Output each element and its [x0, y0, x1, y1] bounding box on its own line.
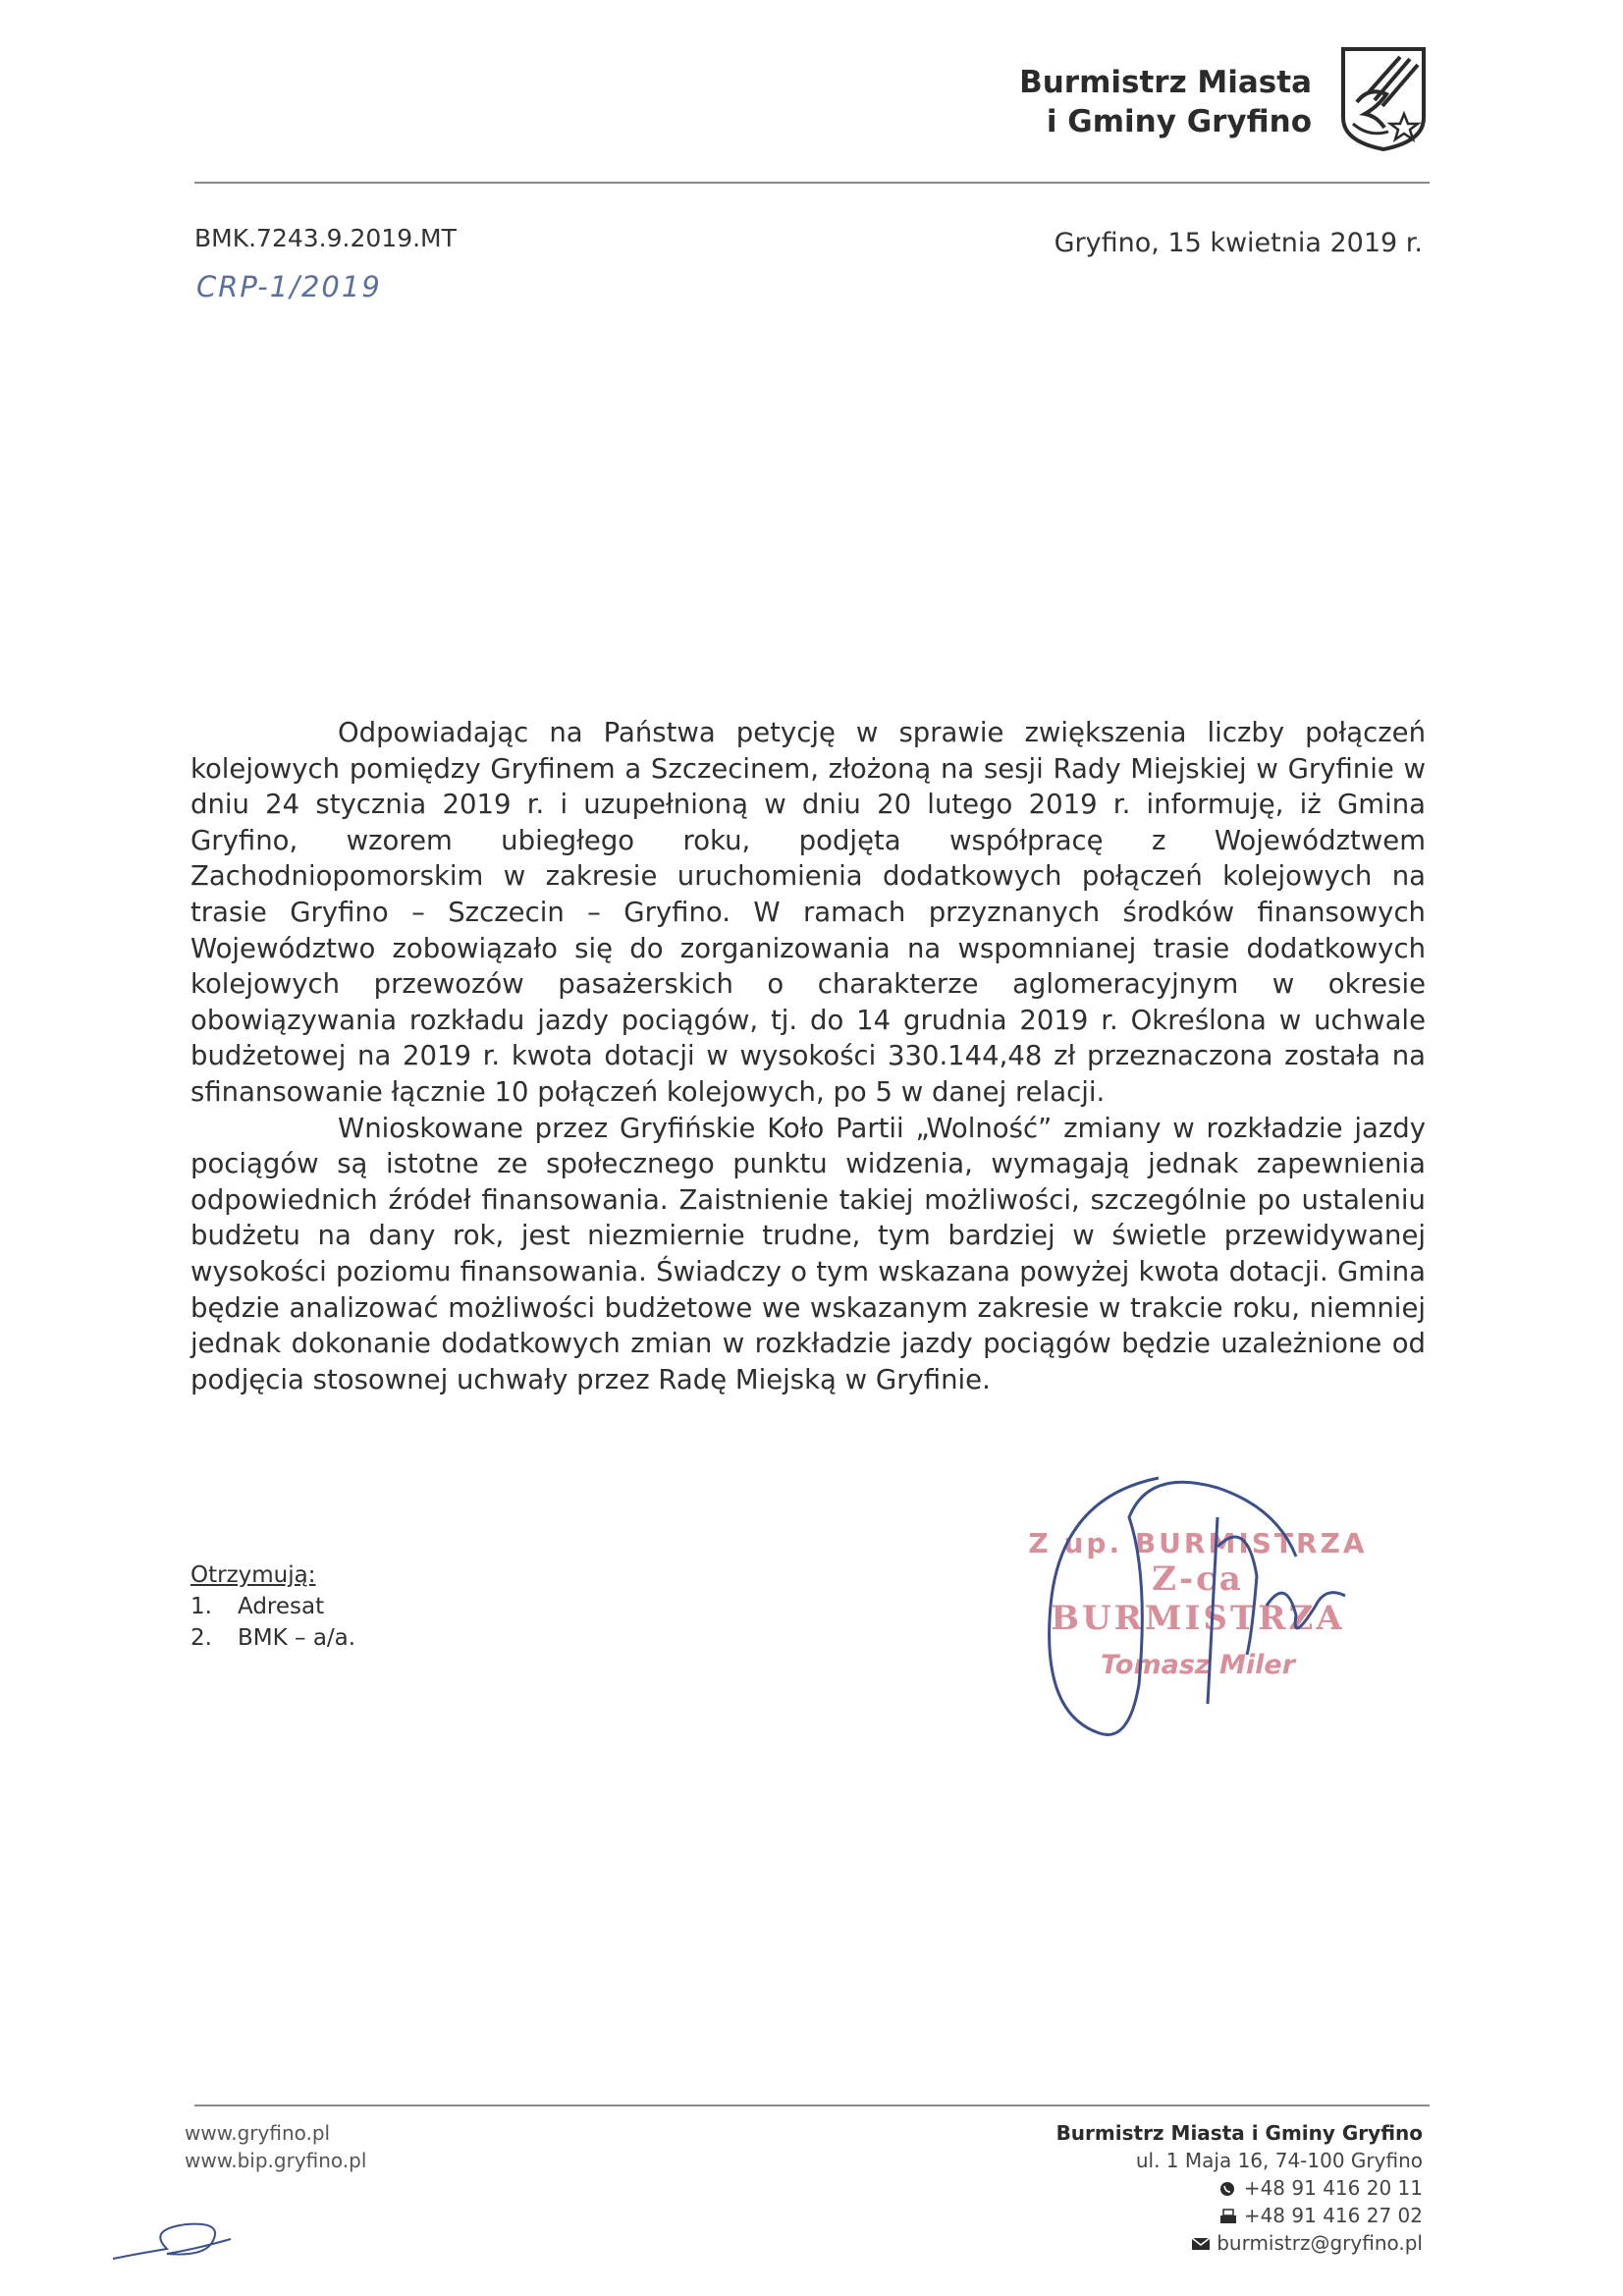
- document-reference: BMK.7243.9.2019.MT: [194, 224, 457, 252]
- footer-contact: [1056, 2119, 1423, 2257]
- stamp-line1: Z up. BURMISTRZA: [1028, 1527, 1368, 1559]
- body-paragraph-1: Odpowiadając na Państwa petycję w sprawie zwiększenia liczby połączeń kolejowych pomiędzy Gryfinem a Szczecinem, złożoną na sesji Rady Miejskiej w Gryfinie w dniu 24 stycznia 2019 r. i uzupełnioną w dniu 20 lutego 2019 r. informuję, iż Gmina Gryfino, wzorem ubiegłego roku, podjęta współpracę z Województwem Zachodniopomorskim w zakresie uruchomienia dodatkowych połączeń kolejowych na trasie Gryfino – Szczecin – Gryfino. W ramach przyznanych środków finansowych Województwo zobowiązało się do zorganizowania na wspomnianej trasie dodatkowych kolejowych przewozów pasażerskich o charakterze aglomeracyjnym w okresie obowiązywania rozkładu jazdy pociągów, tj. do 14 grudnia 2019 r. Określona w uchwale budżetowej na 2019 r. kwota dotacji w wysokości 330.144,48 zł przeznaczona została na sfinansowanie łącznie 10 połączeń kolejowych, po 5 w danej relacji.: [190, 717, 1426, 1108]
- footer-fax-line: [1056, 2202, 1423, 2229]
- website-link[interactable]: www.gryfino.pl: [185, 2121, 331, 2145]
- recipients-block: [190, 1559, 355, 1654]
- handwritten-signature: [1021, 1458, 1394, 1753]
- recipients-list: [190, 1591, 355, 1654]
- footer-phone: +48 91 416 20 11: [1243, 2176, 1423, 2200]
- phone-icon: [1218, 2181, 1238, 2197]
- gryfino-crest-icon: [1339, 45, 1428, 151]
- header-divider: [194, 182, 1430, 184]
- recipient-number: 1.: [190, 1594, 212, 1619]
- document-date: Gryfino, 15 kwietnia 2019 r.: [1054, 228, 1423, 258]
- org-name-line2: i Gminy Gryfino: [1046, 104, 1312, 139]
- bip-link[interactable]: www.bip.gryfino.pl: [185, 2149, 367, 2172]
- recipient-number: 2.: [190, 1625, 212, 1651]
- stamp-line2: Z-ca BURMISTRZA: [1051, 1559, 1345, 1638]
- footer-divider: [194, 2105, 1430, 2106]
- footer-fax: +48 91 416 27 02: [1243, 2204, 1423, 2227]
- handwritten-scribble: [108, 2210, 236, 2269]
- fax-icon: [1218, 2209, 1238, 2224]
- handwritten-reference: CRP-1/2019: [196, 270, 382, 303]
- list-item: [190, 1591, 355, 1622]
- footer-websites: [185, 2119, 366, 2174]
- list-item: [190, 1622, 355, 1654]
- body-paragraph-2: Wnioskowane przez Gryfińskie Koło Partii „Wolność” zmiany w rozkładzie jazdy pociągów są istotne ze społecznego punktu widzenia, wymagają jednak zapewnienia odpowiednich źródeł finansowania. Zaistnienie takiej możliwości, szczególnie po ustaleniu budżetu na dany rok, jest niezmiernie trudne, tym bardziej w świetle przewidywanej wysokości poziomu finansowania. Świadczy o tym wskazana powyżej kwota dotacji. Gmina będzie analizować możliwości budżetowe we wskazanym zakresie w trakcie roku, niemniej jednak dokonanie dodatkowych zmian w rozkładzie jazdy pociągów będzie uzależnione od podjęcia stosownej uchwały przez Radę Miejską w Gryfinie.: [190, 1112, 1426, 1395]
- letter-body: [190, 715, 1426, 1397]
- recipient-label: Adresat: [238, 1594, 325, 1619]
- envelope-icon: [1191, 2236, 1211, 2252]
- footer-address: ul. 1 Maja 16, 74-100 Gryfino: [1135, 2149, 1423, 2172]
- organization-name: [899, 63, 1312, 141]
- stamp-name: Tomasz Miler: [1100, 1650, 1296, 1680]
- recipient-label: BMK – a/a.: [238, 1625, 356, 1651]
- footer-email-line: [1056, 2229, 1423, 2257]
- footer-email[interactable]: burmistrz@gryfino.pl: [1217, 2231, 1423, 2255]
- recipients-title: Otrzymują:: [190, 1562, 316, 1588]
- footer-phone-line: [1056, 2174, 1423, 2202]
- org-name-line1: Burmistrz Miasta: [1019, 65, 1312, 100]
- footer-org-name: Burmistrz Miasta i Gminy Gryfino: [1055, 2121, 1423, 2145]
